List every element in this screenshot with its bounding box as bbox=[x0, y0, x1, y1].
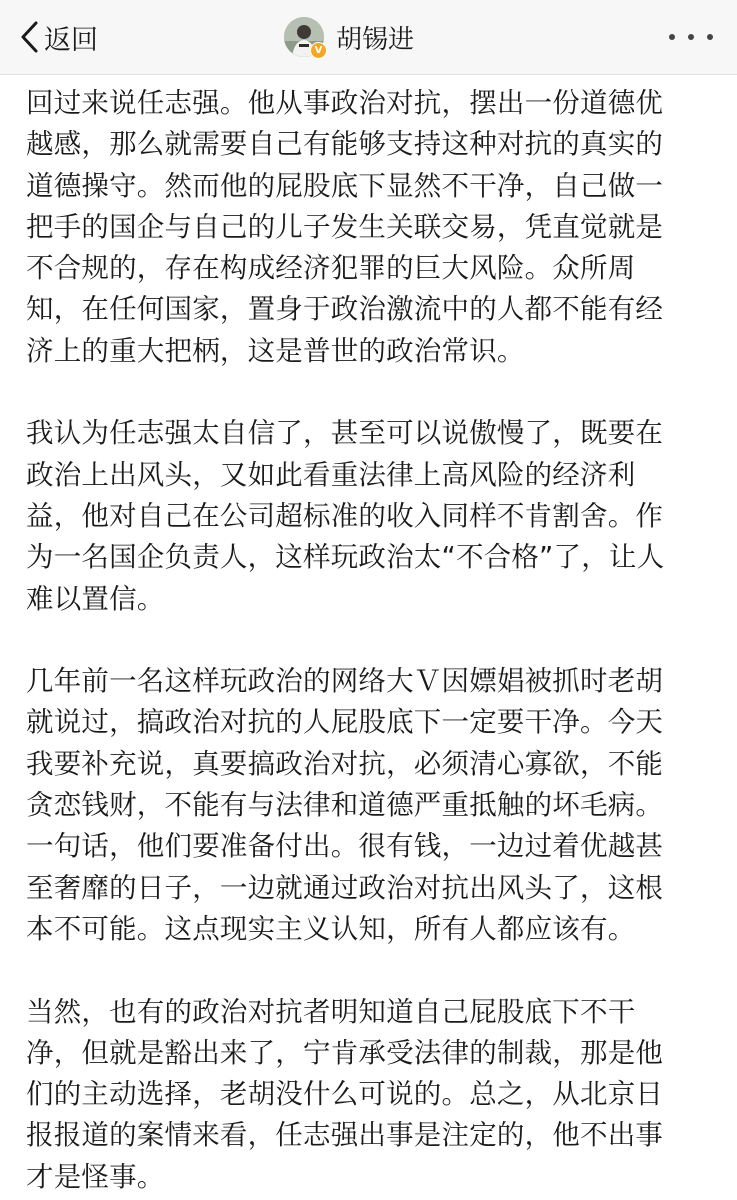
profile-header[interactable] bbox=[284, 14, 414, 60]
article-paragraph: 我认为任志强太自信了，甚至可以说傲慢了，既要在 政治上出风头，又如此看重法律上高风险的经济利 益，他对自己在公司超标准的收入同样不肯割舍。作 为一名国企负责人，这样玩政治太“不合格”了，让人 难以置信。 bbox=[26, 417, 665, 615]
paragraph-spacer bbox=[26, 372, 716, 413]
paragraph-spacer bbox=[26, 620, 716, 661]
page-title: 胡锡进 bbox=[336, 24, 415, 55]
more-options-button[interactable] bbox=[669, 22, 713, 52]
chevron-left-icon bbox=[18, 20, 40, 54]
top-navigation-bar bbox=[0, 0, 737, 75]
article-paragraph: 几年前一名这样玩政治的网络大Ｖ因嫖娼被抓时老胡 就说过，搞政治对抗的人屁股底下一定要干净。今天 我要补充说，真要搞政治对抗，必须清心寡欲，不能 贪恋钱财，不能有与法律和道德严重抵触的坏毛病。 一句话，他们要准备付出。很有钱，一边过着优越甚 至奢靡的日子，一边就通过政治对抗出风头了，这根 本不可能。这点现实主义认知，所有人都应该有。 bbox=[26, 665, 664, 945]
back-button[interactable] bbox=[18, 14, 98, 60]
article-paragraph: 当然，也有的政治对抗者明知道自己屁股底下不干 净，但就是豁出来了，宁肯承受法律的制裁，那是他 们的主动选择，老胡没什么可说的。总之，从北京日 报报道的案情来看，任志强出事是注定的，他不出事 才是怪事。 bbox=[26, 995, 664, 1193]
verified-badge: V bbox=[310, 42, 327, 59]
article-paragraph: 回过来说任志强。他从事政治对抗，摆出一份道德优 越感，那么就需要自己有能够支持这种对抗的真实的 道德操守。然而他的屁股底下显然不干净，自己做一 把手的国企与自己的儿子发生关联交易，凭直觉就是 不合规的，存在构成经济犯罪的巨大风险。众所周 知，在任何国家，置身于政治激流中的人都不能有经 济上的重大把柄，这是普世的政治常识。 bbox=[26, 87, 664, 367]
paragraph-spacer bbox=[26, 950, 716, 991]
more-dot bbox=[688, 34, 694, 40]
back-label: 返回 bbox=[44, 24, 98, 56]
article-body bbox=[26, 83, 716, 1198]
more-dot bbox=[707, 34, 713, 40]
avatar[interactable] bbox=[284, 17, 324, 57]
more-horizontal-icon bbox=[669, 34, 675, 40]
